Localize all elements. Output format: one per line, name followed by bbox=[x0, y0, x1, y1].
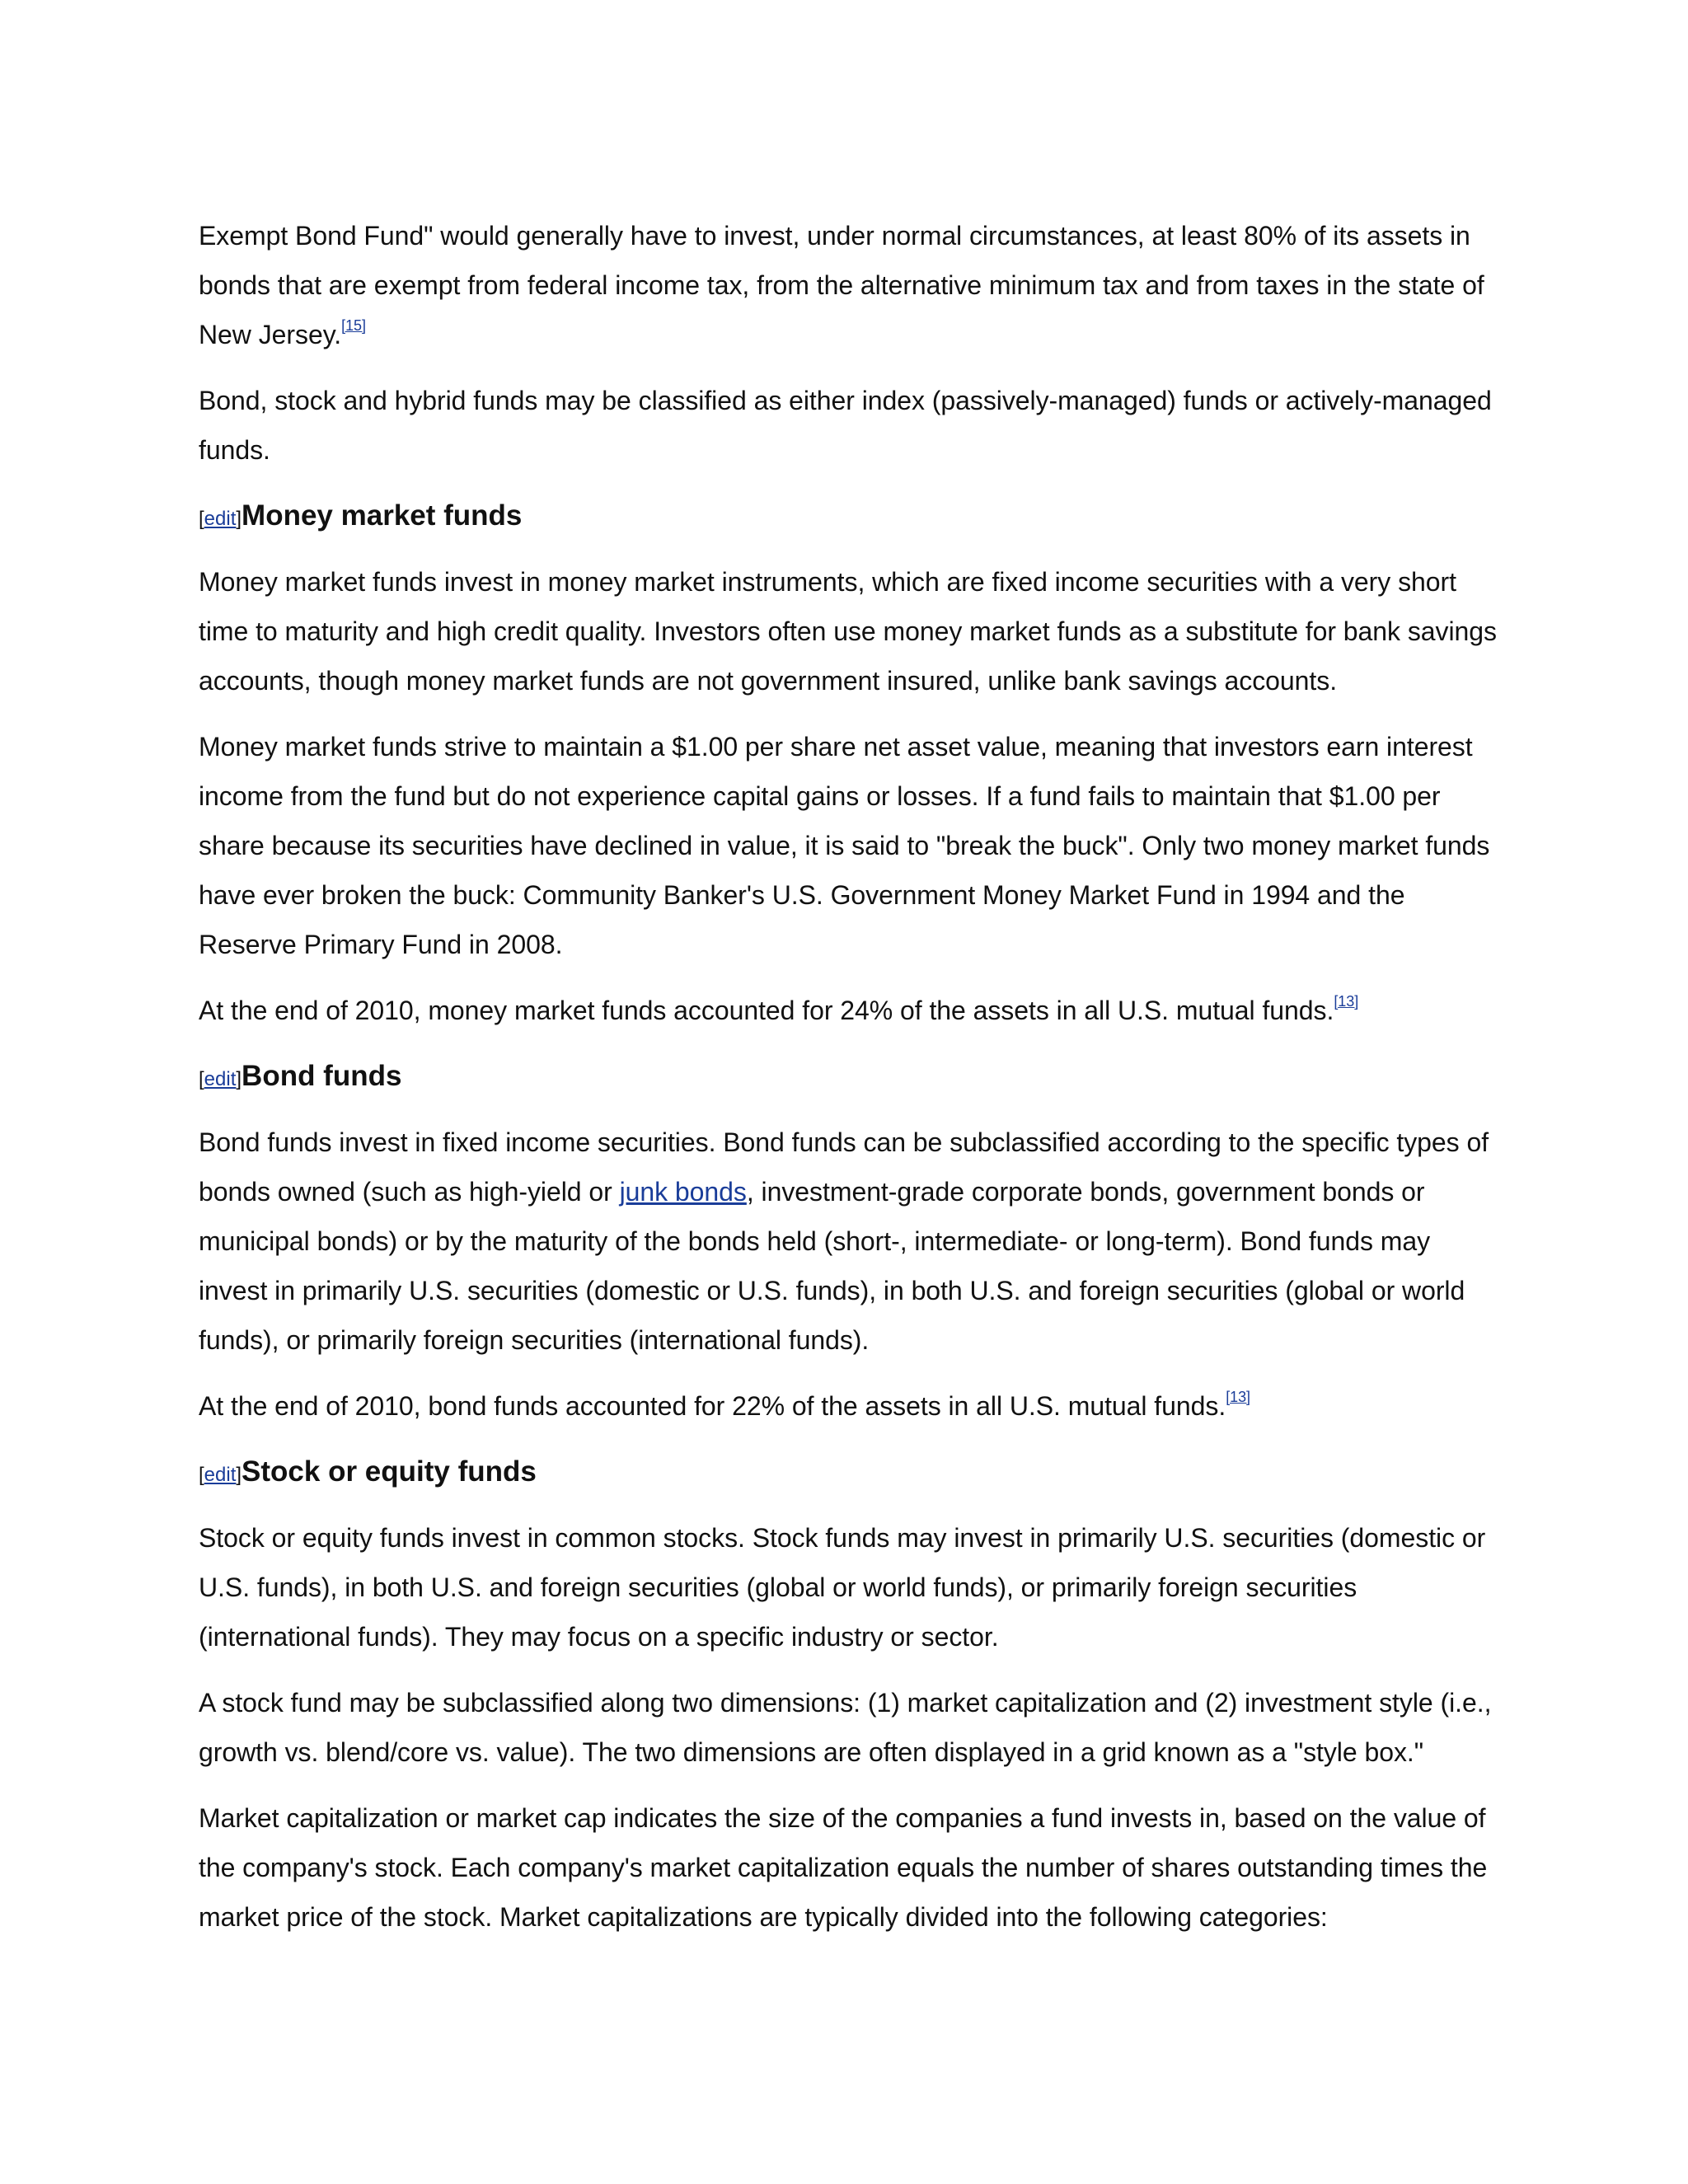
edit-link-stock[interactable]: edit bbox=[204, 1464, 237, 1486]
paragraph-money-market-intro: Money market funds invest in money market instruments, which are fixed income securities with a very short time to maturity and high credit quality. Investors often use money market funds as a substitute for bank savings accounts, though money market funds are not government insured, unlike bank savings accounts. bbox=[199, 567, 1497, 696]
paragraph-text: Exempt Bond Fund" would generally have to invest, under normal circumstances, at least 80% of its assets in bonds that are exempt from federal income tax, from the alternative minimum tax and from taxes in the state of New Jersey. bbox=[199, 221, 1484, 349]
reference-13[interactable]: [13] bbox=[1334, 992, 1359, 1010]
edit-bracket-open: [ bbox=[199, 1068, 204, 1090]
paragraph-index-vs-active: Bond, stock and hybrid funds may be classified as either index (passively-managed) funds or actively-managed funds. bbox=[199, 386, 1492, 465]
edit-bracket-close: ] bbox=[236, 1068, 242, 1090]
section-heading-money-market bbox=[199, 491, 1505, 541]
paragraph-nj-exempt-bond bbox=[199, 211, 1505, 359]
paragraph-stock-intro: Stock or equity funds invest in common stocks. Stock funds may invest in primarily U.S. securities (domestic or U.S. funds), in both U.S. and foreign securities (global or world funds), or primarily foreign securities (international funds). They may focus on a specific industry or sector. bbox=[199, 1523, 1486, 1652]
reference-13[interactable]: [13] bbox=[1226, 1388, 1251, 1405]
edit-link-bond[interactable]: edit bbox=[204, 1068, 237, 1090]
junk-bonds-link[interactable]: junk bonds bbox=[619, 1177, 747, 1207]
edit-link-money-market[interactable]: edit bbox=[204, 508, 237, 530]
document-page bbox=[199, 211, 1505, 1942]
section-heading-stock bbox=[199, 1447, 1505, 1497]
paragraph-stock-style-box: A stock fund may be subclassified along two dimensions: (1) market capitalization and (2) investment style (i.e., growth vs. blend/core vs. value). The two dimensions are often displayed in a grid known as a "style box." bbox=[199, 1688, 1492, 1767]
paragraph-money-market-share bbox=[199, 986, 1505, 1035]
heading-stock-or-equity-funds: Stock or equity funds bbox=[241, 1455, 537, 1488]
paragraph-text: At the end of 2010, bond funds accounted for 22% of the assets in all U.S. mutual funds. bbox=[199, 1391, 1226, 1421]
edit-bracket-open: [ bbox=[199, 1464, 204, 1486]
heading-bond-funds: Bond funds bbox=[241, 1060, 402, 1092]
reference-15[interactable]: [15] bbox=[341, 316, 366, 334]
edit-bracket-close: ] bbox=[236, 508, 242, 530]
paragraph-bond-share bbox=[199, 1381, 1505, 1431]
paragraph-text: At the end of 2010, money market funds accounted for 24% of the assets in all U.S. mutual funds. bbox=[199, 996, 1334, 1025]
paragraph-money-market-buck: Money market funds strive to maintain a $1.00 per share net asset value, meaning that investors earn interest income from the fund but do not experience capital gains or losses. If a fund fails to maintain that $1.00 per share because its securities have declined in value, it is said to "break the buck". Only two money market funds have ever broken the buck: Community Banker's U.S. Government Money Market Fund in 1994 and the Reserve Primary Fund in 2008. bbox=[199, 732, 1490, 959]
edit-bracket-open: [ bbox=[199, 508, 204, 530]
edit-bracket-close: ] bbox=[236, 1464, 242, 1486]
paragraph-text: Bond funds invest in fixed income securities. Bond funds can be subclassified according to the specific types of bonds owned (such as high-yield or bbox=[199, 1127, 1489, 1207]
paragraph-bond-intro bbox=[199, 1118, 1505, 1365]
paragraph-text: , investment-grade corporate bonds, government bonds or municipal bonds) or by the maturity of the bonds held (short-, intermediate- or long-term). Bond funds may invest in primarily U.S. securities (domestic or U.S. funds), in both U.S. and foreign securities (global or world funds), or primarily foreign securities (international funds). bbox=[199, 1177, 1465, 1355]
section-heading-bond bbox=[199, 1052, 1505, 1101]
heading-money-market-funds: Money market funds bbox=[241, 499, 523, 532]
paragraph-market-cap: Market capitalization or market cap indicates the size of the companies a fund invests in, based on the value of the company's stock. Each company's market capitalization equals the number of shares outstanding times the market price of the stock. Market capitalizations are typically divided into the following categories: bbox=[199, 1803, 1488, 1932]
